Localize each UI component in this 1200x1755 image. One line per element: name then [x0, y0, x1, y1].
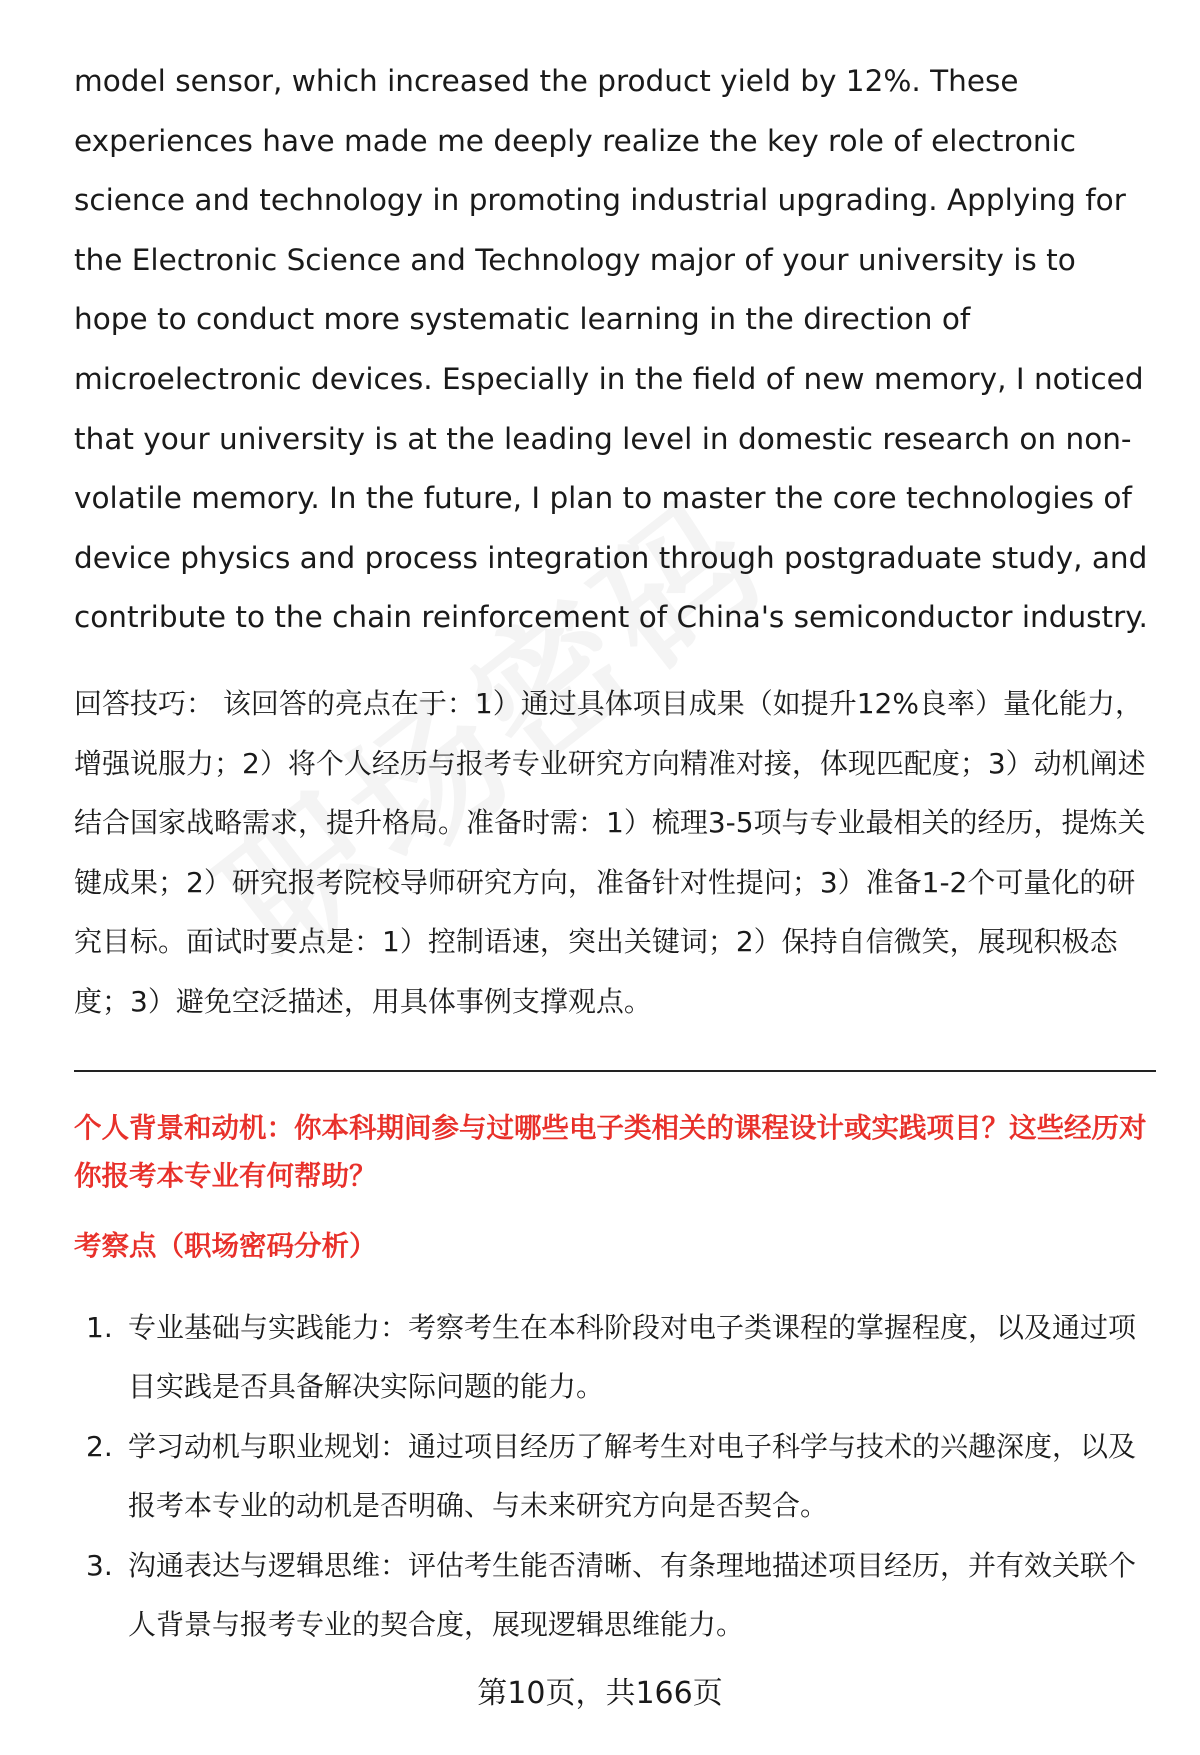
- english-answer-paragraph: model sensor, which increased the product yield by 12%. These experiences have made me deeply realize the key role of electronic science and technology in promoting industrial upgrading. Applying for the Electronic Science and Technology major of your university is to hope to conduct more systematic learning in the direction of microelectronic devices. Especially in the field of new memory, I noticed that your university is at the leading level in domestic research on non-volatile memory. In the future, I plan to master the core technologies of device physics and process integration through postgraduate study, and contribute to the chain reinforcement of China's semiconductor industry.: [74, 64, 1148, 635]
- list-item-number: 2.: [86, 1429, 113, 1463]
- evaluation-points-list: [74, 1298, 1156, 1656]
- list-item-number: 3.: [86, 1548, 113, 1582]
- list-item: [74, 1417, 1156, 1536]
- list-item-text: 沟通表达与逻辑思维：评估考生能否清晰、有条理地描述项目经历，并有效关联个人背景与报考专业的契合度，展现逻辑思维能力。: [128, 1548, 1137, 1642]
- section-divider: [74, 1070, 1156, 1072]
- list-item-number: 1.: [86, 1310, 113, 1344]
- list-item-text: 专业基础与实践能力：考察考生在本科阶段对电子类课程的掌握程度，以及通过项目实践是否具备解决实际问题的能力。: [128, 1310, 1137, 1404]
- evaluation-points-heading: 考察点（职场密码分析）: [74, 1229, 377, 1262]
- page-number-footer: 第10页，共166页: [477, 1676, 723, 1711]
- page-content: [74, 52, 1156, 1655]
- list-item: [74, 1298, 1156, 1417]
- list-item-text: 学习动机与职业规划：通过项目经历了解考生对电子科学与技术的兴趣深度，以及报考本专业的动机是否明确、与未来研究方向是否契合。: [128, 1429, 1137, 1523]
- list-item: [74, 1536, 1156, 1655]
- question-heading: 个人背景和动机：你本科期间参与过哪些电子类相关的课程设计或实践项目？这些经历对你报考本专业有何帮助？: [74, 1111, 1147, 1192]
- answer-tip-paragraph: 回答技巧： 该回答的亮点在于：1）通过具体项目成果（如提升12%良率）量化能力，增强说服力；2）将个人经历与报考专业研究方向精准对接，体现匹配度；3）动机阐述结合国家战略需求，提升格局。准备时需：1）梳理3-5项与专业最相关的经历，提炼关键成果；2）研究报考院校导师研究方向，准备针对性提问；3）准备1-2个可量化的研究目标。面试时要点是：1）控制语速，突出关键词；2）保持自信微笑，展现积极态度；3）避免空泛描述，用具体事例支撑观点。: [74, 686, 1146, 1018]
